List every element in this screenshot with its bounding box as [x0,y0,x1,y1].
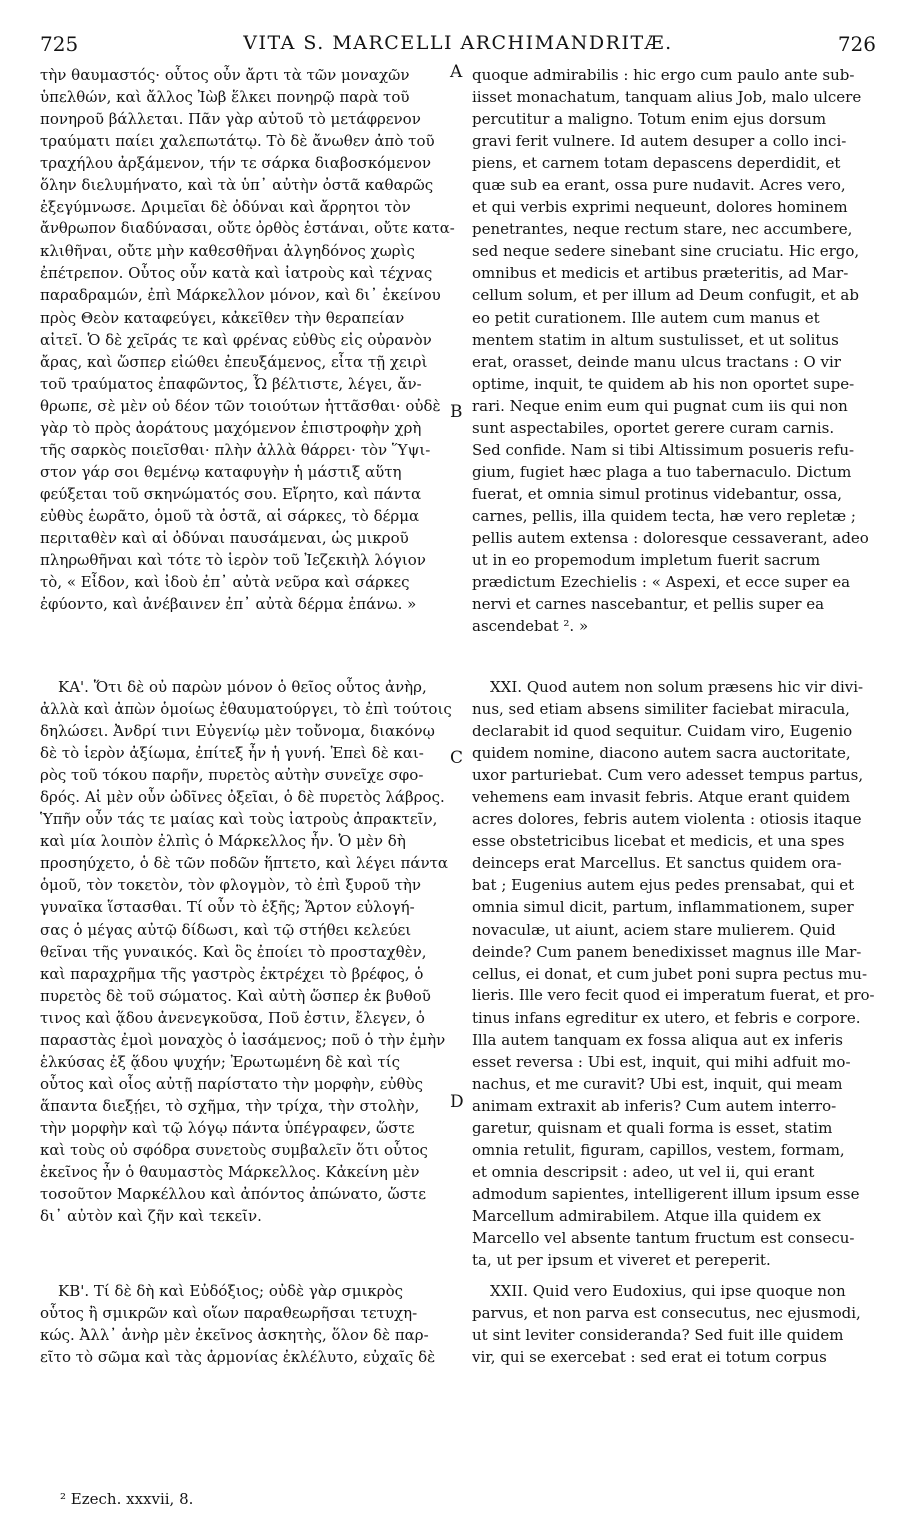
text-line: τινος καὶ ᾅδου ἀνενεγκοῦσα, Ποῦ ἐστιν, ἔλεγεν, ὁ [40,1008,425,1027]
text-line: τὸ, « Εἶδον, καὶ ἰδοὺ ἐπ᾽ αὐτὰ νεῦρα καὶ σάρκες [40,573,410,592]
text-line: γυναῖκα ἵστασθαι. Τί οὖν τὸ ἑξῆς; Ἄρτον εὐλογή- [40,898,415,917]
text-line: σας ὁ μέγας αὐτῷ δίδωσι, καὶ τῷ στήθει κελεύει [40,920,412,939]
text-line: ΚΒ'. Τί δὲ δὴ καὶ Εὐδόξιος; οὐδὲ γὰρ σμικρὸς [58,1282,404,1300]
text-line: animam extraxit ab inferis? Cum autem interro- [472,1096,837,1115]
text-line: et qui verbis exprimi nequeunt, dolores hominem [472,198,848,217]
text-line: αἰτεῖ. Ὁ δὲ χεῖράς τε καὶ φρένας εὐθὺς εἰς οὐρανὸν [40,330,432,349]
text-line: Marcello vel absente tantum fructum est consecu- [472,1229,855,1248]
text-line: vir, qui se exercebat : sed erat ei totum corpus [472,1348,827,1367]
text-line: Sed confide. Nam si tibi Altissimum posueris refu- [472,440,855,459]
text-line: προσηύχετο, ὁ δὲ τῶν ποδῶν ἥπτετο, καὶ λέγει πάντα [40,854,449,873]
text-line: XXI. Quod autem non solum præsens hic vir divi- [490,678,864,696]
text-line: τραύματι παίει χαλεπωτάτῳ. Τὸ δὲ ἄνωθεν ἀπὸ τοῦ [40,132,435,151]
text-line: eo petit curationem. Ille autem cum manus et [472,308,820,327]
footnote-text: ² Ezech. xxxvii, 8. [60,1490,194,1508]
text-line: piens, et carnem totam depascens deperdidit, et [472,154,841,173]
text-line: πυρετὸς δὲ τοῦ σώματος. Καὶ αὐτὴ ὥσπερ ἐκ βυθοῦ [40,986,431,1005]
text-line: esse obstetricibus licebat et medicis, et una spes [472,832,845,851]
text-line: cellus, ei donat, et cum jubet poni supra pectus mu- [472,964,868,983]
text-line: gium, fugiet hæc plaga a tuo tabernaculo. Dictum [472,462,852,481]
text-line: παραστὰς ἐμοὶ μοναχὸς ὁ ἰασάμενος; ποῦ ὁ τὴν ἐμὴν [40,1030,446,1049]
text-line: τῆς σαρκὸς ποιεῖσθαι· πλὴν ἀλλὰ θάρρει· τὸν Ὕψι- [40,440,431,459]
text-line: nervi et carnes nascebantur, et pellis super ea [472,595,825,614]
text-line: καὶ παραχρῆμα τῆς γαστρὸς ἐκτρέχει τὸ βρέφος, ὁ [40,964,424,983]
text-line: τὴν θαυμαστός· οὗτος οὖν ἄρτι τὰ τῶν μοναχῶν [40,66,410,84]
text-line: vehemens eam invasit febris. Atque erant quidem [472,788,851,807]
text-line: εὐθὺς ἑωρᾶτο, ὁμοῦ τὰ ὀστᾶ, αἱ σάρκες, τὸ δέρμα [40,506,420,525]
text-line: γὰρ τὸ πρὸς ἀοράτους μαχόμενον ἐπιστροφὴν χρὴ [40,418,422,437]
text-line: carnes, pellis, illa quidem tecta, hæ vero repletæ ; [472,506,856,525]
text-line: rari. Neque enim eum qui pugnat cum iis qui non [472,396,848,415]
text-line: πληρωθῆναι καὶ τότε τὸ ἱερὸν τοῦ Ἰεζεκιὴλ λόγιον [40,551,426,570]
text-line: ἐξεγύμνωσε. Δριμεῖαι δὲ ὀδύναι καὶ ἄρρητοι τὸν [40,198,411,217]
text-line: φεύξεται τοῦ σκηνώματός σου. Εἴρητο, καὶ πάντα [40,484,422,503]
text-line: omnibus et medicis et artibus præteritis, ad Mar- [472,264,849,283]
text-line: et omnia descripsit : adeo, ut vel ii, qui erant [472,1163,815,1182]
text-line: deinceps erat Marcellus. Et sanctus quidem ora- [472,854,842,873]
text-line: στον γάρ σοι θεμένῳ καταφυγὴν ἡ μάστιξ αὕτη [40,462,402,481]
text-line: penetrantes, neque rectum stare, nec accumbere, [472,220,853,239]
text-line: καὶ μία λοιπὸν ἐλπὶς ὁ Μάρκελλος ἦν. Ὁ μὲν δὴ [40,832,406,851]
text-line: παραδραμών, ἐπὶ Μάρκελλον μόνον, καὶ δι᾽ ἐκείνου [40,286,441,305]
text-line: ἑλκύσας ἐξ ᾅδου ψυχήν; Ἐρωτωμένη δὲ καὶ τίς [40,1052,400,1071]
text-line: κώς. Ἀλλ᾽ ἀνὴρ μὲν ἐκεῖνος ἀσκητὴς, ὅλον δὲ παρ- [40,1326,429,1345]
text-line: τὴν μορφὴν καὶ τῷ λόγῳ πάντα ὑπέγραφεν, ὥστε [40,1118,415,1137]
text-line: δὲ τὸ ἱερὸν ἀξίωμα, ἐπίτεξ ἦν ἡ γυνή. Ἐπεὶ δὲ και- [40,744,424,763]
text-line: ut sint leviter consideranda? Sed fuit ille quidem [472,1326,844,1345]
text-line: ὑπελθών, καὶ ἄλλος Ἰὼβ ἕλκει πονηρῷ παρὰ τοῦ [40,88,410,107]
text-line: ascendebat ². » [472,617,589,636]
text-line: ΚΑ'. Ὅτι δὲ οὐ παρὼν μόνον ὁ θεῖος οὗτος ἀνὴρ, [58,678,427,696]
text-line: θεῖναι τῆς γυναικός. Καὶ ὃς ἐποίει τὸ προσταχθὲν, [40,942,427,961]
text-line: κλιθῆναι, οὔτε μὴν καθεσθῆναι ἀλγηδόνος χωρὶς [40,242,415,261]
text-line: mentem statim in altum sustulisset, et ut solitus [472,330,839,349]
text-line: ἄνθρωπον διαδύνασαι, οὔτε ὀρθὸς ἑστάναι, οὔτε κατα- [40,220,455,238]
latin-chapter-xx [472,64,878,637]
text-line: ta, ut per ipsum et viveret et pereperit. [472,1251,771,1270]
margin-letter-c: C [450,748,464,768]
text-line: πρὸς Θεὸν καταφεύγει, κἀκεῖθεν τὴν θεραπείαν [40,308,405,327]
page-number-left: 725 [40,32,79,56]
text-line: iisset monachatum, tanquam alius Job, malo ulcere [472,88,862,107]
text-line: lieris. Ille vero fecit quod ei imperatum fuerat, et pro- [472,986,875,1004]
greek-chapter-xxi [40,676,458,1227]
text-line: fuerat, et omnia simul protinus videbantur, ossa, [472,484,843,503]
text-line: ἀλλὰ καὶ ἀπὼν ὁμοίως ἐθαυματούργει, τὸ ἐπὶ τούτοις [40,700,452,719]
text-line: οὗτος ἢ σμικρῶν καὶ οἵων παραθεωρῆσαι τετυχη- [40,1304,418,1323]
page-number-right: 726 [837,32,876,56]
text-line: esset reversa : Ubi est, inquit, qui mihi adfuit mo- [472,1052,851,1071]
text-line: parvus, et non parva est consecutus, nec ejusmodi, [472,1304,861,1323]
text-line: τοῦ τραύματος ἐπαφῶντος, Ὦ βέλτιστε, λέγει, ἄν- [40,374,422,393]
running-title: VITA S. MARCELLI ARCHIMANDRITÆ. [243,32,673,54]
text-line: admodum sapientes, intelligerent illum ipsum esse [472,1185,860,1204]
text-line: ὁμοῦ, τὸν τοκετὸν, τὸν φλογμὸν, τὸ ἐπὶ ξυροῦ τὴν [40,876,421,895]
text-line: ἐκεῖνος ἦν ὁ θαυμαστὸς Μάρκελλος. Κἀκείνη μὲν [40,1163,420,1182]
text-line: Illa autem tanquam ex fossa aliqua aut ex inferis [472,1030,843,1049]
margin-letter-b: B [450,402,463,422]
footnote [60,1490,193,1508]
margin-letter-d: D [450,1092,464,1112]
text-line: περιταθὲν καὶ αἱ ὀδύναι παυσάμεναι, ὡς μικροῦ [40,528,409,547]
text-line: καὶ τοὺς οὐ σφόδρα συνετοὺς συμβαλεῖν ὅτι οὗτος [40,1140,428,1159]
text-line: οὗτος καὶ οἷος αὐτῇ παρίστατο τὴν μορφὴν, εὐθὺς [40,1074,424,1093]
running-header [40,32,876,56]
text-line: ὅλην διελυμήνατο, καὶ τὰ ὑπ᾽ αὐτὴν ὀστᾶ καθαρῶς [40,176,434,195]
text-line: ρὸς τοῦ τόκου παρῆν, πυρετὸς αὐτὴν συνεῖχε σφο- [40,766,424,785]
text-line: sunt aspectabiles, oportet gerere curam carnis. [472,418,835,437]
text-line: δρός. Αἱ μὲν οὖν ὠδῖνες ὀξεῖαι, ὁ δὲ πυρετὸς λάβρος. [40,788,445,807]
text-line: quidem nomine, diacono autem sacra auctoritate, [472,744,851,763]
text-line: novaculæ, ut aiunt, aciem stare mulierem. Quid [472,920,836,939]
text-line: ἐπέτρεπον. Οὗτος οὖν κατὰ καὶ ἰατροὺς καὶ τέχνας [40,264,433,283]
text-line: θρωπε, σὲ μὲν οὐ δέον τῶν τοιούτων ἡττᾶσθαι· οὐδὲ [40,396,441,415]
text-line: nus, sed etiam absens similiter faciebat miracula, [472,700,850,719]
latin-chapter-xxii [472,1280,878,1368]
text-line: τραχήλου ἀρξάμενον, τήν τε σάρκα διαβοσκόμενον [40,154,432,173]
text-line: cellum solum, et per illum ad Deum confugit, et ab [472,286,859,305]
text-line: εῖτο τὸ σῶμα καὶ τὰς ἁρμονίας ἐκλέλυτο, εὐχαῖς δὲ [40,1348,436,1367]
text-line: garetur, quisnam et quali forma is esset, statim [472,1118,833,1137]
text-line: tinus infans egreditur ex utero, et febris e corpore. [472,1008,861,1027]
text-line: ἅπαντα διεξῄει, τὸ σχῆμα, τὴν τρίχα, τὴν στολὴν, [40,1096,420,1115]
text-line: bat ; Eugenius autem ejus pedes prensabat, qui et [472,876,855,895]
text-line: quoque admirabilis : hic ergo cum paulo ante sub- [472,66,855,84]
text-line: deinde? Cum panem benedixisset magnus ille Mar- [472,942,862,961]
text-line: erat, orasset, deinde manu ulcus tractans : O vir [472,352,841,371]
margin-letter-a: A [450,62,463,82]
text-line: percutitur a maligno. Totum enim ejus dorsum [472,110,827,129]
text-line: pellis autem extensa : doloresque cessaverant, adeo [472,528,869,547]
text-line: nachus, et me curavit? Ubi est, inquit, qui meam [472,1074,843,1093]
text-line: uxor parturiebat. Cum vero adesset tempus partus, [472,766,864,785]
text-line: prædictum Ezechielis : « Aspexi, et ecce super ea [472,573,851,592]
greek-chapter-xx [40,64,458,615]
text-line: δηλώσει. Ἀνδρί τινι Εὐγενίῳ μὲν τοὔνομα, διακόνῳ [40,722,435,741]
text-line: acres dolores, febris autem violenta : otiosis itaque [472,810,862,829]
text-line: ἐφύοντο, καὶ ἀνέβαινεν ἐπ᾽ αὐτὰ δέρμα ἐπάνω. » [40,595,417,614]
text-line: ἄρας, καὶ ὥσπερ εἰώθει ἐπευξάμενος, εἶτα τῇ χειρὶ [40,352,428,371]
text-line: δι᾽ αὐτὸν καὶ ζῆν καὶ τεκεῖν. [40,1207,262,1226]
text-line: Ὑπῆν οὖν τάς τε μαίας καὶ τοὺς ἰατροὺς ἀπρακτεῖν, [40,810,438,829]
latin-chapter-xxi [472,676,878,1271]
text-line: omnia simul dicit, partum, inflammationem, super [472,898,854,917]
text-line: quæ sub ea erant, ossa pure nudavit. Acres vero, [472,176,846,195]
text-line: sed neque sedere sinebant sine cruciatu. Hic ergo, [472,242,860,261]
text-line: πονηροῦ βάλλεται. Πᾶν γὰρ αὐτοῦ τὸ μετάφρενον [40,110,421,129]
text-line: omnia retulit, figuram, capillos, vestem, formam, [472,1140,845,1159]
text-line: optime, inquit, te quidem ab his non oportet supe- [472,374,855,393]
greek-chapter-xxii [40,1280,458,1368]
text-line: Marcellum admirabilem. Atque illa quidem ex [472,1207,821,1226]
text-line: declarabit id quod sequitur. Cuidam viro, Eugenio [472,722,853,741]
text-line: XXII. Quid vero Eudoxius, qui ipse quoque non [490,1282,846,1300]
text-line: gravi ferit vulnere. Id autem desuper a collo inci- [472,132,847,151]
text-line: τοσοῦτον Μαρκέλλου καὶ ἀπόντος ἀπώνατο, ὥστε [40,1185,426,1204]
text-line: ut in eo propemodum impletum fuerit sacrum [472,551,821,570]
